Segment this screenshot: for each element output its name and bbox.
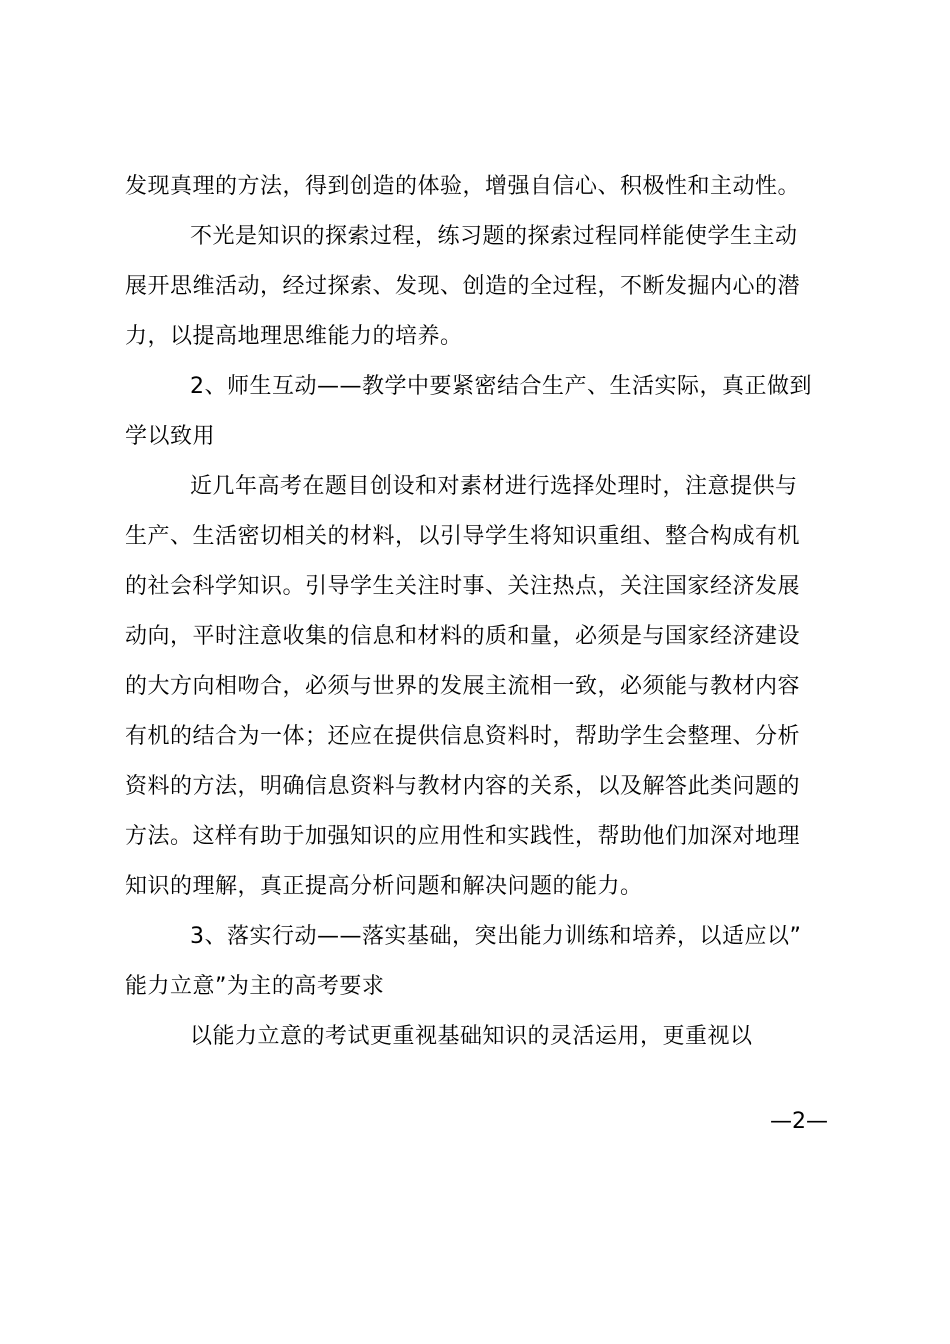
body-text-line: 生产、生活密切相关的材料，以引导学生将知识重组、整合构成有机: [125, 524, 801, 549]
body-text-line: 有机的结合为一体；还应在提供信息资料时，帮助学生会整理、分析: [125, 724, 801, 749]
body-text-line: 动向，平时注意收集的信息和材料的质和量，必须是与国家经济建设: [125, 624, 801, 649]
body-text-line: 方法。这样有助于加强知识的应用性和实践性，帮助他们加深对地理: [125, 824, 801, 849]
section-heading-line: 3、落实行动——落实基础，突出能力训练和培养，以适应以”: [190, 924, 802, 949]
section-heading-line: 学以致用: [125, 424, 216, 449]
body-text-line: 发现真理的方法，得到创造的体验，增强自信心、积极性和主动性。: [125, 174, 801, 199]
body-text-line: 的大方向相吻合，必须与世界的发展主流相一致，必须能与教材内容: [125, 674, 801, 699]
body-text-line: 力，以提高地理思维能力的培养。: [125, 324, 463, 349]
body-text-line: 展开思维活动，经过探索、发现、创造的全过程，不断发掘内心的潜: [125, 274, 801, 299]
body-text-line: 不光是知识的探索过程，练习题的探索过程同样能使学生主动: [190, 224, 798, 249]
body-text-line: 以能力立意的考试更重视基础知识的灵活运用，更重视以: [190, 1024, 753, 1049]
section-heading-line: 能力立意”为主的高考要求: [125, 974, 385, 999]
section-heading-line: 2、师生互动——教学中要紧密结合生产、生活实际，真正做到: [190, 374, 812, 399]
body-text-line: 近几年高考在题目创设和对素材进行选择处理时，注意提供与: [190, 474, 798, 499]
body-text-line: 知识的理解，真正提高分析问题和解决问题的能力。: [125, 874, 643, 899]
body-text-line: 的社会科学知识。引导学生关注时事、关注热点，关注国家经济发展: [125, 574, 801, 599]
body-text-line: 资料的方法，明确信息资料与教材内容的关系，以及解答此类问题的: [125, 774, 801, 799]
page-number: —2—: [770, 1109, 828, 1134]
